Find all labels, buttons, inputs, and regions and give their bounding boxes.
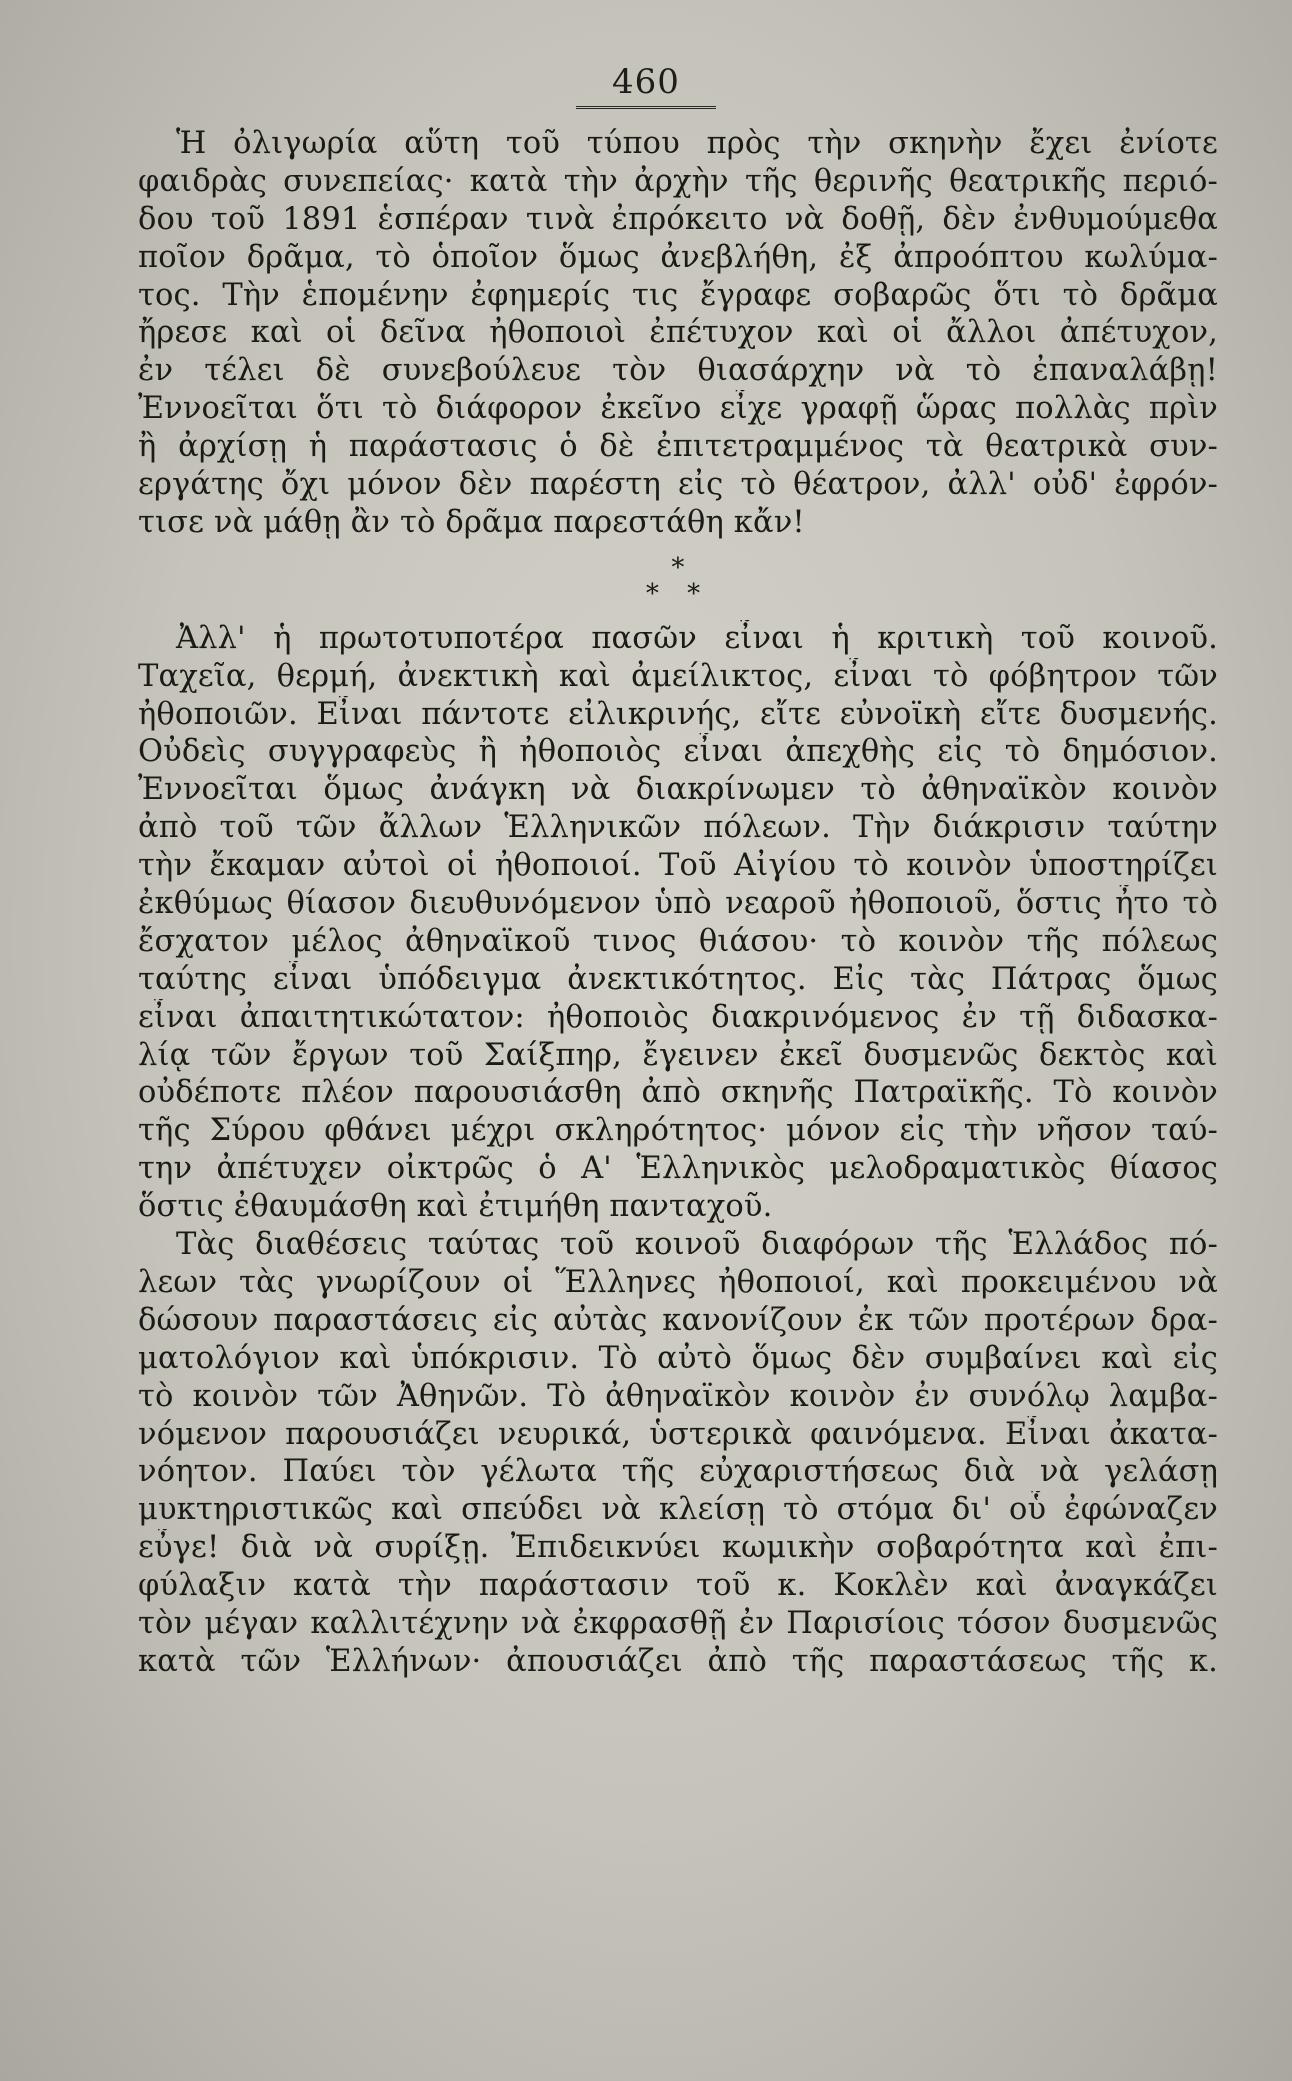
text-line: δου τοῦ 1891 ἑσπέραν τινὰ ἐπρόκειτο νὰ δοθῇ, δὲν ἐνθυμούμεθα (138, 201, 1218, 237)
text-line: ἀπὸ τοῦ τῶν ἄλλων Ἑλληνικῶν πόλεων. Τὴν διάκρισιν ταύτην (138, 810, 1218, 846)
text-line: Ἡ ὀλιγωρία αὕτη τοῦ τύπου πρὸς τὴν σκηνὴν ἔχει ἐνίοτε (176, 126, 1218, 161)
text-line: λεων τὰς γνωρίζουν οἱ Ἕλληνες ἠθοποιοί, καὶ προκειμένου νὰ (138, 1264, 1218, 1300)
body-text (138, 125, 1218, 1681)
text-line: τῆς Σύρου φθάνει μέχρι σκληρότητος· μόνον εἰς τὴν νῆσον ταύ- (138, 1113, 1218, 1149)
text-line: την ἀπέτυχεν οἰκτρῶς ὁ Α' Ἑλληνικὸς μελοδραματικὸς θίασος (138, 1151, 1218, 1187)
paragraph-3 (138, 1226, 1218, 1681)
text-line: τὸ κοινὸν τῶν Ἀθηνῶν. Τὸ ἀθηναϊκὸν κοινὸν ἐν συνόλῳ λαμβα- (138, 1378, 1218, 1414)
text-line: Τὰς διαθέσεις ταύτας τοῦ κοινοῦ διαφόρων τῆς Ἑλλάδος πό- (176, 1227, 1218, 1263)
asterism-top: * (671, 552, 685, 583)
text-line: ματολόγιον καὶ ὑπόκρισιν. Τὸ αὐτὸ ὅμως δὲν συμβαίνει καὶ εἰς (138, 1340, 1218, 1376)
text-line: Ἀλλ' ἡ πρωτοτυποτέρα πασῶν εἶναι ἡ κριτικὴ τοῦ κοινοῦ. (176, 620, 1218, 656)
text-line: ἢ ἀρχίσῃ ἡ παράστασις ὁ δὲ ἐπιτετραμμένος τὰ θεατρικὰ συν- (138, 429, 1218, 465)
text-line: Οὐδεὶς συγγραφεὺς ἢ ἠθοποιὸς εἶναι ἀπεχθὴς εἰς τὸ δημόσιον. (138, 734, 1218, 770)
text-line: τὴν ἔκαμαν αὐτοὶ οἱ ἠθοποιοί. Τοῦ Αἰγίου τὸ κοινὸν ὑποστηρίζει (138, 848, 1218, 884)
text-line: ἐκθύμως θίασον διευθυνόμενον ὑπὸ νεαροῦ ἠθοποιοῦ, ὅστις ἦτο τὸ (138, 886, 1218, 922)
paragraph-1 (138, 125, 1218, 542)
text-line: κατὰ τῶν Ἑλλήνων· ἀπουσιάζει ἀπὸ τῆς παραστάσεως τῆς κ. (138, 1643, 1218, 1679)
text-line: τος. Τὴν ἑπομένην ἐφημερίς τις ἔγραφε σοβαρῶς ὅτι τὸ δρᾶμα (138, 277, 1218, 313)
text-line: νόμενον παρουσιάζει νευρικά, ὑστερικὰ φαινόμενα. Εἶναι ἀκατα- (138, 1416, 1218, 1452)
text-line: φύλαξιν κατὰ τὴν παράστασιν τοῦ κ. Κοκλὲν καὶ ἀναγκάζει (138, 1568, 1218, 1604)
text-line: ταύτης εἶναι ὑπόδειγμα ἀνεκτικότητος. Εἰς τὰς Πάτρας ὅμως (138, 961, 1218, 997)
text-line: ἔσχατον μέλος ἀθηναϊκοῦ τινος θιάσου· τὸ κοινὸν τῆς πόλεως (138, 923, 1218, 959)
page-number (0, 62, 1292, 109)
text-line: δώσουν παραστάσεις εἰς αὐτὰς κανονίζουν ἐκ τῶν προτέρων δρα- (138, 1302, 1218, 1338)
text-line: Ταχεῖα, θερμή, ἀνεκτικὴ καὶ ἀμείλικτος, εἶναι τὸ φόβητρον τῶν (138, 658, 1218, 694)
asterism-bottom: * * (645, 578, 711, 609)
page-number-rule (576, 106, 716, 109)
text-line: εὖγε! διὰ νὰ συρίξῃ. Ἐπιδεικνύει κωμικὴν σοβαρότητα καὶ ἐπι- (138, 1530, 1218, 1566)
text-line: Ἐννοεῖται ὅμως ἀνάγκη νὰ διακρίνωμεν τὸ ἀθηναϊκὸν κοινὸν (138, 772, 1218, 808)
text-line: Ἐννοεῖται ὅτι τὸ διάφορον ἐκεῖνο εἶχε γραφῇ ὥρας πολλὰς πρὶν (138, 391, 1218, 427)
text-line: ἠθοποιῶν. Εἶναι πάντοτε εἰλικρινής, εἴτε εὐνοϊκὴ εἴτε δυσμενής. (138, 696, 1218, 732)
text-line: εἶναι ἀπαιτητικώτατον: ἠθοποιὸς διακρινόμενος ἐν τῇ διδασκα- (138, 999, 1218, 1035)
text-line: μυκτηριστικῶς καὶ σπεύδει νὰ κλείσῃ τὸ στόμα δι' οὗ ἐφώναζεν (138, 1492, 1218, 1528)
text-line: τισε νὰ μάθῃ ἂν τὸ δρᾶμα παρεστάθη κἄν! (138, 504, 805, 540)
text-line: εργάτης ὄχι μόνον δὲν παρέστη εἰς τὸ θέατρον, ἀλλ' οὐδ' ἐφρόν- (138, 467, 1218, 503)
text-line: λίᾳ τῶν ἔργων τοῦ Σαίξπηρ, ἔγεινεν ἐκεῖ δυσμενῶς δεκτὸς καὶ (138, 1037, 1218, 1073)
text-line: ἐν τέλει δὲ συνεβούλευε τὸν θιασάρχην νὰ τὸ ἐπαναλάβῃ! (138, 353, 1218, 389)
text-line: οὐδέποτε πλέον παρουσιάσθη ἀπὸ σκηνῆς Πατραϊκῆς. Τὸ κοινὸν (138, 1075, 1218, 1111)
text-line: φαιδρὰς συνεπείας· κατὰ τὴν ἀρχὴν τῆς θερινῆς θεατρικῆς περιό- (138, 163, 1218, 199)
text-line: ποῖον δρᾶμα, τὸ ὁποῖον ὅμως ἀνεβλήθη, ἐξ ἀπροόπτου κωλύμα- (138, 239, 1218, 275)
text-line: ἤρεσε καὶ οἱ δεῖνα ἠθοποιοὶ ἐπέτυχον καὶ οἱ ἄλλοι ἀπέτυχον, (138, 315, 1218, 351)
section-asterism (138, 550, 1218, 614)
page-number-text: 460 (612, 62, 680, 102)
text-line: ὅστις ἐθαυμάσθη καὶ ἐτιμήθη πανταχοῦ. (138, 1189, 773, 1225)
text-line: τὸν μέγαν καλλιτέχνην νὰ ἐκφρασθῇ ἐν Παρισίοις τόσον δυσμενῶς (138, 1605, 1218, 1641)
paragraph-2 (138, 620, 1218, 1226)
text-line: νόητον. Παύει τὸν γέλωτα τῆς εὐχαριστήσεως διὰ νὰ γελάσῃ (138, 1454, 1218, 1490)
